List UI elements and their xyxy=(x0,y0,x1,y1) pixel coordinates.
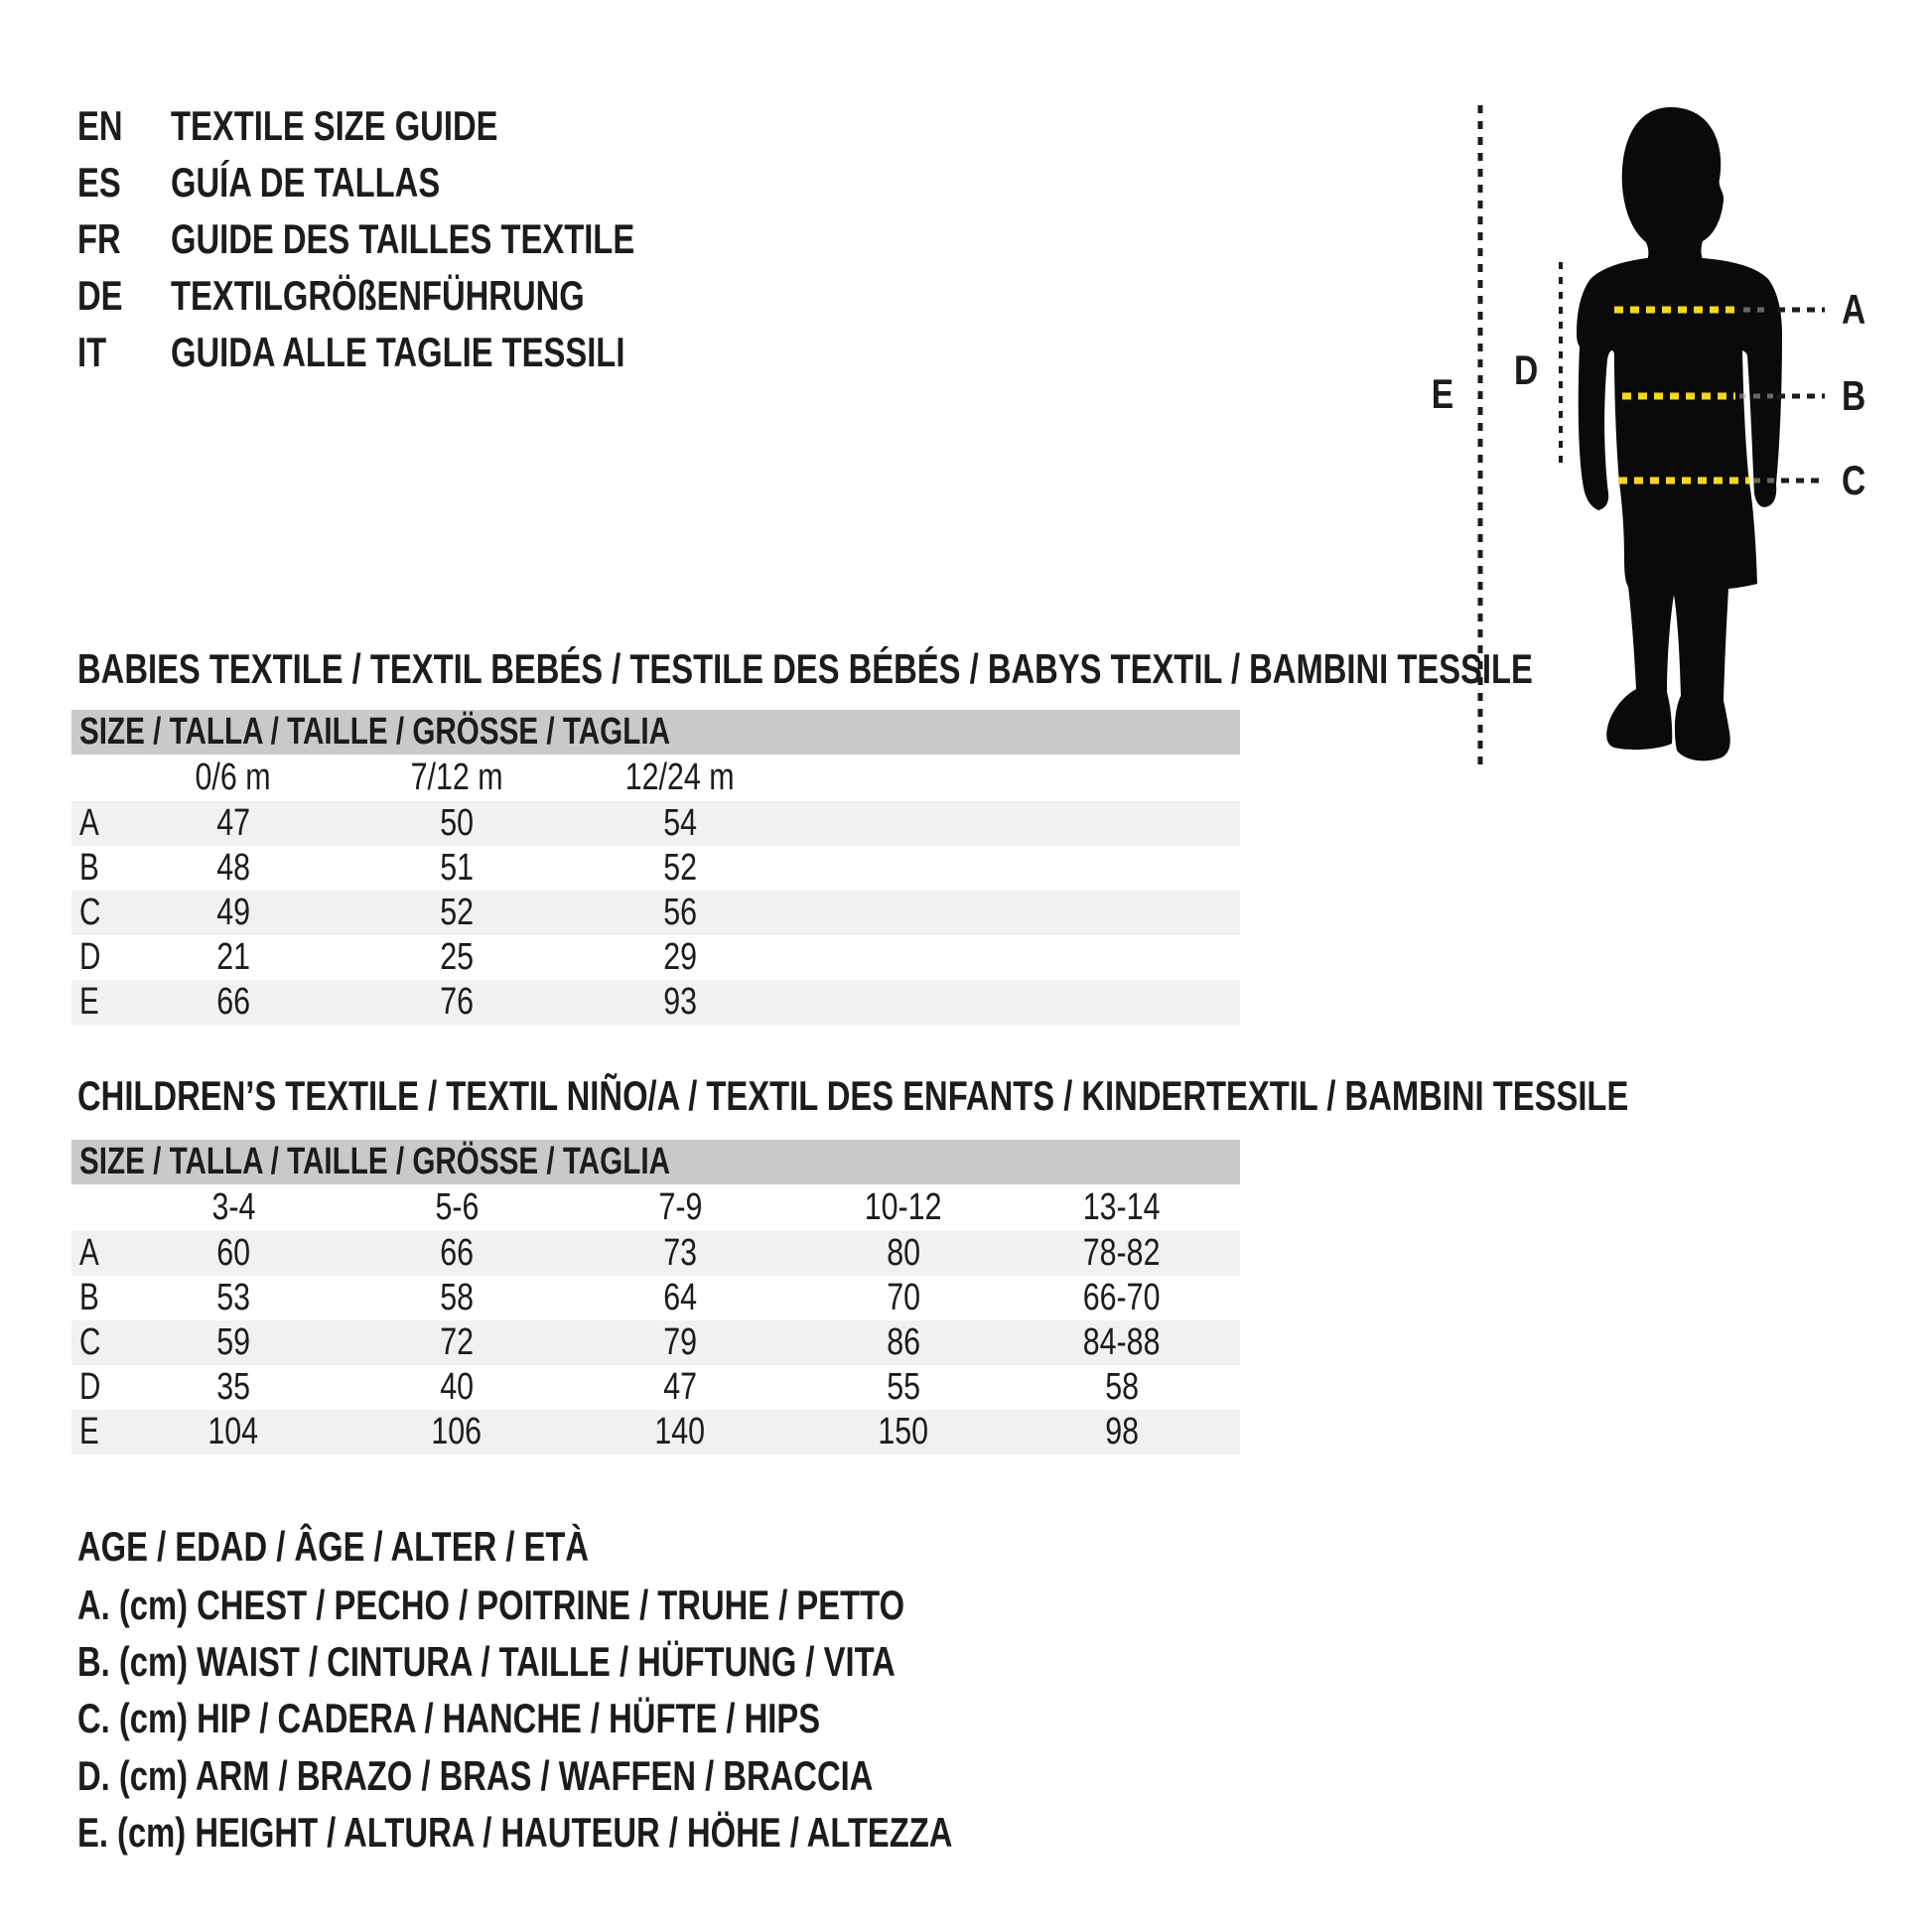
babies-row-c: C 49 52 56 xyxy=(71,891,1240,935)
title-it: GUIDA ALLE TAGLIE TESSILI xyxy=(171,329,625,375)
header-line-de xyxy=(77,270,971,322)
legend-waist: B. (cm) WAIST / CINTURA / TAILLE / HÜFTUNG / VITA xyxy=(77,1638,896,1685)
children-col-3: 10-12 xyxy=(865,1186,942,1228)
measurement-figure xyxy=(1420,60,1932,814)
legend-arm: D. (cm) ARM / BRAZO / BRAS / WAFFEN / BRACCIA xyxy=(77,1752,874,1799)
children-col-0: 3-4 xyxy=(211,1186,255,1228)
children-col-4: 13-14 xyxy=(1083,1186,1161,1228)
lang-code-de: DE xyxy=(77,272,123,319)
legend-height: E. (cm) HEIGHT / ALTURA / HAUTEUR / HÖHE / ALTEZZA xyxy=(77,1809,953,1856)
children-row-c: C 59 72 79 86 84-88 xyxy=(71,1320,1240,1365)
children-row-e: E 104 106 140 150 98 xyxy=(71,1410,1240,1454)
babies-col-1: 7/12 m xyxy=(410,757,503,798)
header-line-en xyxy=(77,100,971,152)
babies-column-header-row xyxy=(71,755,1240,801)
header-line-it xyxy=(77,327,971,378)
children-table xyxy=(71,1140,1240,1455)
lang-code-fr: FR xyxy=(77,215,121,262)
children-size-header-label: SIZE / TALLA / TAILLE / GRÖSSE / TAGLIA xyxy=(79,1141,670,1182)
figure-label-a: A xyxy=(1841,286,1866,333)
babies-row-e: E 66 76 93 xyxy=(71,980,1240,1025)
header-line-es xyxy=(77,157,971,208)
legend-hip: C. (cm) HIP / CADERA / HANCHE / HÜFTE / HIPS xyxy=(77,1695,821,1741)
title-fr: GUIDE DES TAILLES TEXTILE xyxy=(171,215,635,262)
measurement-legend xyxy=(77,1521,1170,1878)
babies-section-title: BABIES TEXTILE / TEXTIL BEBÉS / TESTILE DES BÉBÉS / BABYS TEXTIL / BAMBINI TESSILE xyxy=(77,645,1533,692)
babies-table xyxy=(71,710,1240,1026)
child-silhouette-body xyxy=(1577,258,1782,760)
children-column-header-row xyxy=(71,1184,1240,1231)
children-row-b: B 53 58 64 70 66-70 xyxy=(79,1277,1161,1318)
language-header xyxy=(77,100,971,388)
figure-label-b: B xyxy=(1841,372,1866,419)
babies-size-header-bar xyxy=(71,710,1240,755)
figure-label-e: E xyxy=(1431,370,1454,417)
figure-label-d: D xyxy=(1513,346,1539,393)
header-line-fr xyxy=(77,213,971,265)
title-en: TEXTILE SIZE GUIDE xyxy=(171,102,498,149)
children-col-2: 7-9 xyxy=(658,1186,702,1228)
babies-row-a: A 47 50 54 xyxy=(71,801,1240,846)
babies-size-header-label: SIZE / TALLA / TAILLE / GRÖSSE / TAGLIA xyxy=(79,711,670,753)
children-row-a: A 60 66 73 80 78-82 xyxy=(71,1231,1240,1276)
babies-col-2: 12/24 m xyxy=(625,757,735,798)
lang-code-en: EN xyxy=(77,102,123,149)
lang-code-es: ES xyxy=(77,159,121,206)
babies-col-0: 0/6 m xyxy=(195,757,272,798)
children-size-header-bar xyxy=(71,1140,1240,1184)
legend-age: AGE / EDAD / ÂGE / ALTER / ETÀ xyxy=(77,1523,590,1570)
babies-row-b: B 48 51 52 xyxy=(79,847,697,889)
children-section-title: CHILDREN’S TEXTILE / TEXTIL NIÑO/A / TEXTIL DES ENFANTS / KINDERTEXTIL / BAMBINI TESSILE xyxy=(77,1072,1629,1119)
children-col-1: 5-6 xyxy=(435,1186,479,1228)
title-es: GUÍA DE TALLAS xyxy=(171,159,441,206)
title-de: TEXTILGRÖßENFÜHRUNG xyxy=(171,272,585,319)
babies-row-d: D 21 25 29 xyxy=(79,936,697,978)
figure-label-c: C xyxy=(1841,457,1866,503)
children-row-d: D 35 40 47 55 58 xyxy=(79,1366,1139,1408)
lang-code-it: IT xyxy=(77,329,107,375)
child-silhouette-head xyxy=(1622,107,1724,260)
legend-chest: A. (cm) CHEST / PECHO / POITRINE / TRUHE / PETTO xyxy=(77,1582,905,1628)
